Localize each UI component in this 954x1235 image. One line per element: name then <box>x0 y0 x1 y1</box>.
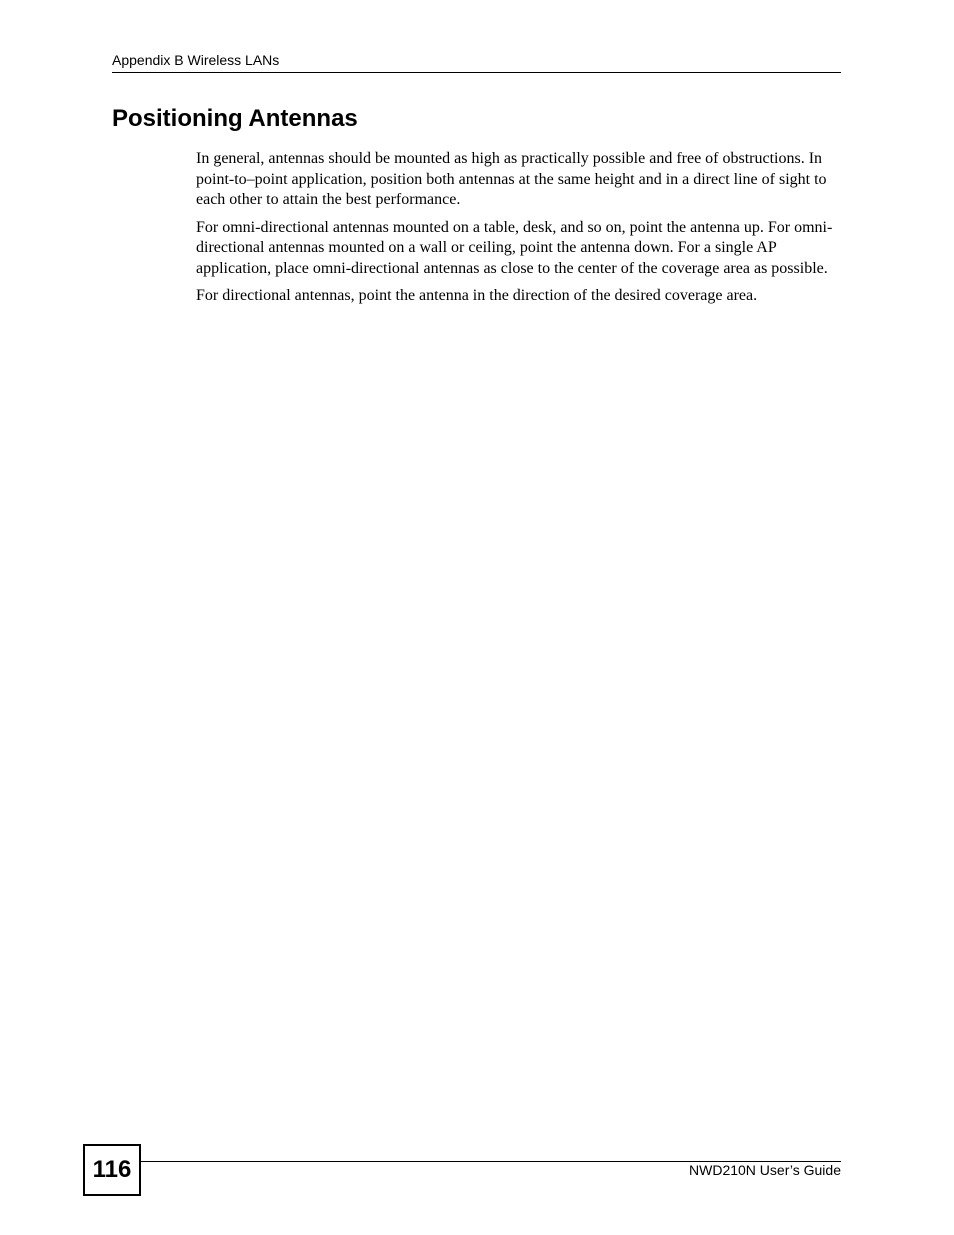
guide-title: NWD210N User’s Guide <box>689 1162 841 1178</box>
header-section-title: Appendix B Wireless LANs <box>112 52 280 68</box>
page-header <box>112 52 841 73</box>
page-number: 116 <box>83 1144 141 1196</box>
page-title: Positioning Antennas <box>112 105 358 132</box>
paragraph: For directional antennas, point the antenna in the direction of the desired coverage area. <box>196 287 758 304</box>
paragraph: For omni-directional antennas mounted on a table, desk, and so on, point the antenna up. For omni-directional antennas mounted on a wall or ceiling, point the antenna down. For a single AP application, place omni-directional antennas as close to the center of the coverage area as possible. <box>196 218 833 277</box>
paragraph: In general, antennas should be mounted as high as practically possible and free of obstructions. In point-to–point application, position both antennas at the same height and in a direct line of sight to each other to attain the best performance. <box>196 150 827 208</box>
body-content <box>196 149 841 314</box>
